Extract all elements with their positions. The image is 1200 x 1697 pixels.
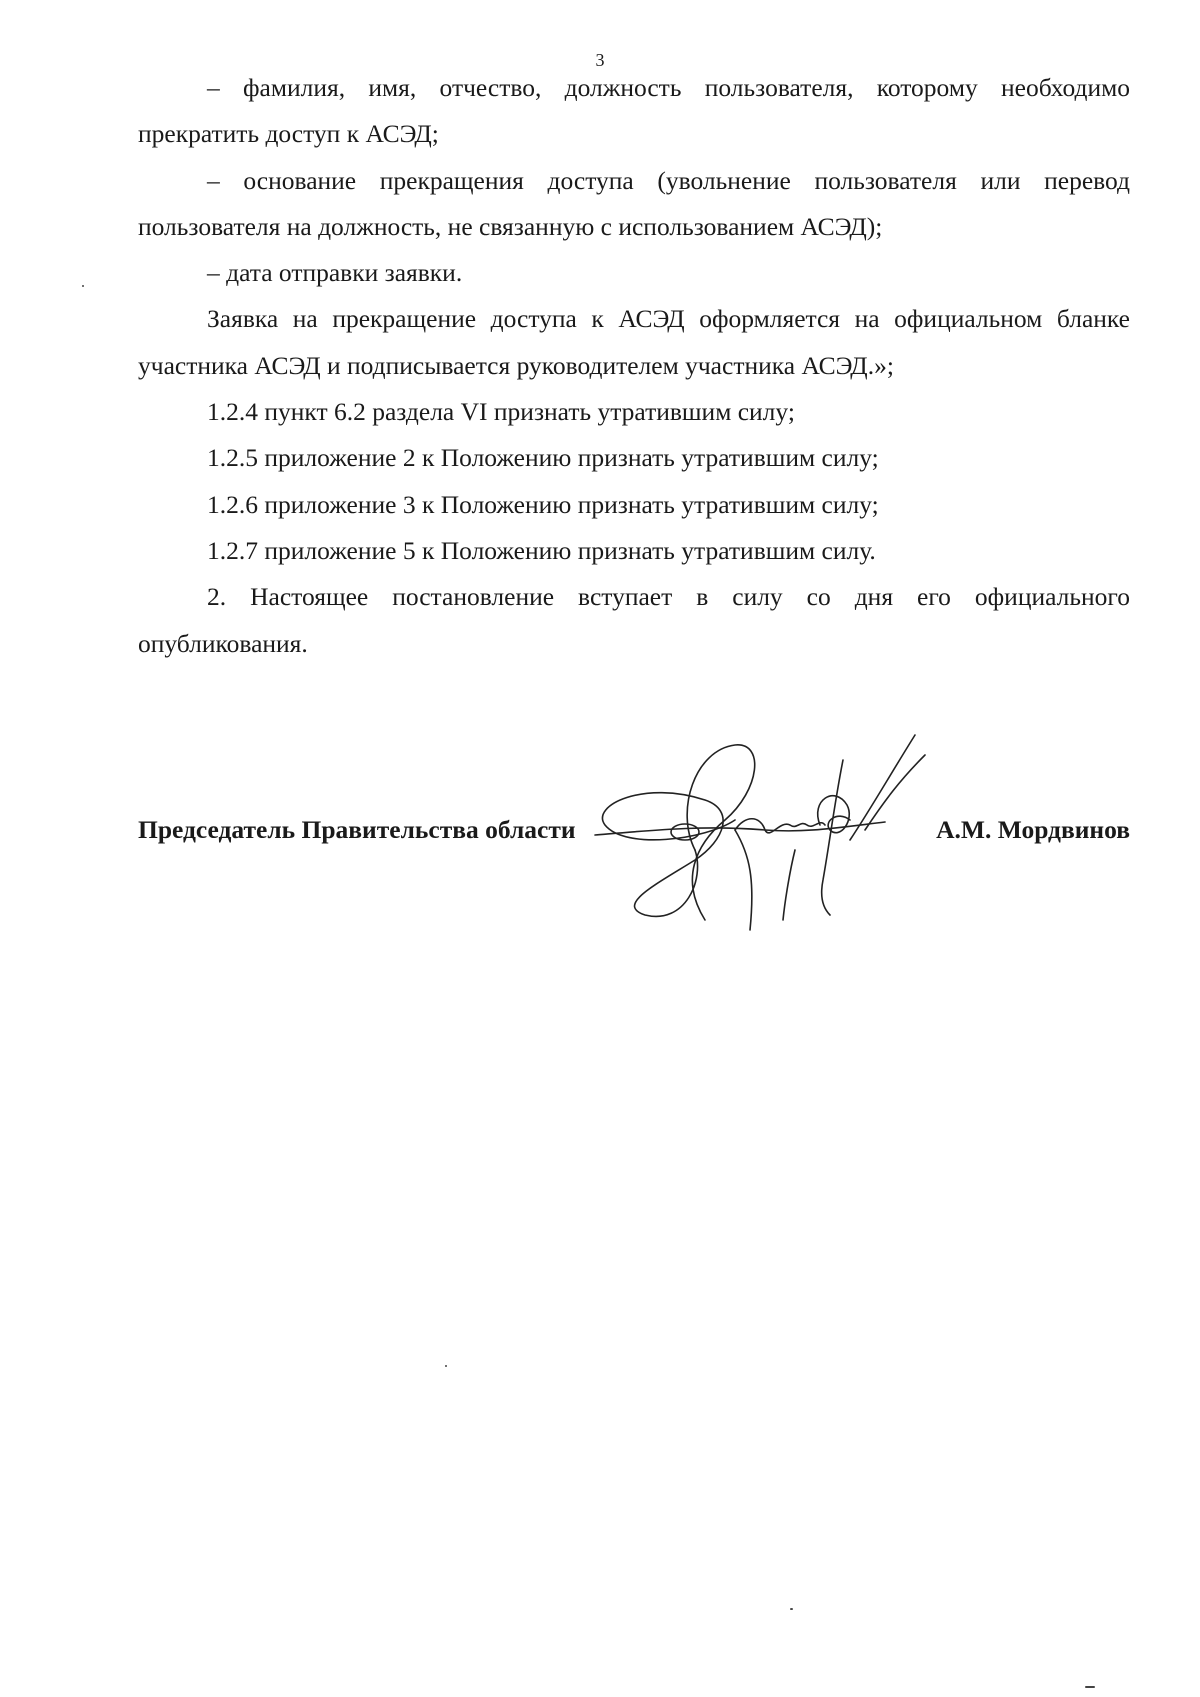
- scan-artifact: [445, 1365, 447, 1367]
- list-item-request-date: – дата отправки заявки.: [207, 258, 463, 288]
- scan-artifact: [790, 1608, 793, 1610]
- clause-2-effective-date: 2. Настоящее постановление вступает в силу со дня его официального опубликования.: [138, 582, 1130, 658]
- clause-1-2-4: 1.2.4 пункт 6.2 раздела VI признать утратившим силу;: [207, 397, 795, 427]
- paragraph-request-form: Заявка на прекращение доступа к АСЭД оформляется на официальном бланке участника АСЭД и подписывается руководителем участника АСЭД.»;: [138, 304, 1130, 380]
- list-item-full-name: – фамилия, имя, отчество, должность пользователя, которому необходимо прекратить доступ к АСЭД;: [138, 73, 1130, 149]
- document-body: [138, 65, 1130, 667]
- signer-name: А.М. Мордвинов: [936, 815, 1130, 844]
- handwritten-signature: [585, 730, 945, 940]
- list-item-termination-reason: – основание прекращения доступа (увольнение пользователя или перевод пользователя на должность, не связанную с использованием АСЭД);: [138, 165, 1130, 241]
- signer-title: Председатель Правительства области: [138, 815, 576, 844]
- clause-1-2-7: 1.2.7 приложение 5 к Положению признать утратившим силу.: [207, 535, 876, 565]
- scan-artifact: [82, 285, 84, 287]
- clause-1-2-6: 1.2.6 приложение 3 к Положению признать утратившим силу;: [207, 489, 879, 519]
- clause-1-2-5: 1.2.5 приложение 2 к Положению признать утратившим силу;: [207, 443, 879, 473]
- scan-artifact: [1085, 1686, 1095, 1688]
- page-number: 3: [595, 50, 605, 70]
